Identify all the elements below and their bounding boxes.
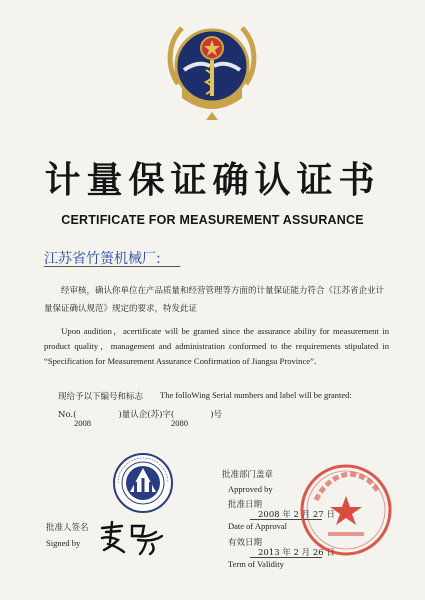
recipient-underline [44, 266, 180, 267]
body-text-en: Upon audition，acertificate will be granted since the assurance ability for measurement in product quality，management and administration conformed to the requirements stipulated in “Specification for Measurement Assurance Confirmation of Jiangsu Province”． [44, 326, 389, 366]
certificate-title-zh: 计量保证确认证书 [44, 160, 381, 201]
handwritten-signature-icon [96, 516, 168, 556]
serial-middle: )量认企(苏)字( [118, 410, 175, 420]
approval-date-label-en: Date of Approval [228, 521, 288, 531]
serial-suffix: )号 [210, 410, 223, 420]
signer-label-en: Signed by [46, 538, 81, 548]
official-red-seal-icon [298, 462, 394, 558]
serial-year-value: 2008 [74, 418, 91, 428]
serial-intro-en: The folloWing Serial numbers and label will be granted: [160, 390, 352, 400]
serial-prefix: No.( [58, 410, 77, 420]
serial-intro-zh: 现给予以下编号和标志 [58, 392, 144, 402]
signer-label-zh: 批准人签名 [46, 523, 89, 533]
approval-dept-en: Approved by [228, 484, 273, 494]
approval-date-label-zh: 批准日期 [228, 500, 263, 510]
serial-number-value: 2080 [171, 418, 188, 428]
approval-dept-zh: 批准部门盖章 [222, 470, 274, 480]
national-emblem-icon [160, 14, 264, 126]
validity-date-value: 2013 年 2 月 26 日 [258, 548, 335, 558]
validity-date-label-zh: 有效日期 [228, 538, 263, 548]
validity-date-label-en: Term of Validity [228, 559, 284, 569]
body-text-zh: 经审核，确认你单位在产品质量和经营管理等方面的计量保证能力符合《江苏省企业计量保证确认规范》规定的要求，特发此证 [44, 286, 385, 314]
recipient-name: 江苏省竹箦机械厂: [44, 251, 161, 267]
measurement-assurance-logo-icon [112, 452, 174, 514]
approval-date-value: 2008 年 2 月 27 日 [258, 510, 335, 520]
certificate-title-en: CERTIFICATE FOR MEASUREMENT ASSURANCE [61, 213, 364, 227]
